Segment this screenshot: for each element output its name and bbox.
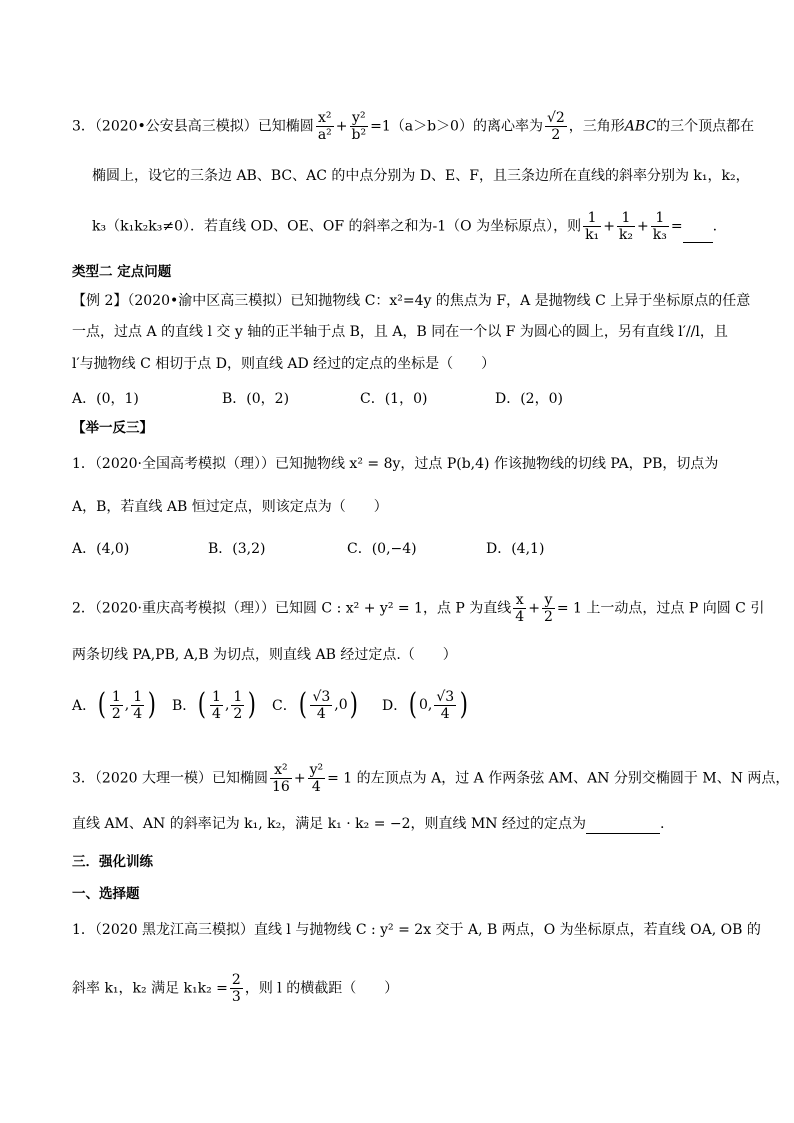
comma: , [427, 697, 433, 713]
p1-option-b: B．(3,2) [208, 541, 266, 557]
plus-sign: + [603, 218, 615, 235]
fraction-one-quarter [131, 689, 144, 722]
p2-option-c [272, 688, 359, 722]
option-label: A． [72, 698, 97, 714]
numerator: 1 [583, 210, 601, 227]
p2-text: = 1 上一动点，过点 P 向圆 C 引 [556, 600, 765, 617]
denominator: 4 [316, 705, 326, 722]
p3-line2 [72, 814, 664, 834]
numerator: 1 [111, 688, 121, 705]
p1-line2: A，B，若直线 AB 恒过定点，则该定点为（ ） [72, 499, 388, 515]
numerator: 1 [617, 210, 635, 227]
fraction-eccentricity [545, 110, 567, 143]
p2-option-d [382, 688, 470, 722]
plus-sign: + [637, 218, 649, 235]
p3-text: 直线 AM、AN 的斜率记为 k₁, k₂，满足 k₁ · k₂ = −2，则直线 MN 经过的定点为 [72, 816, 586, 832]
left-paren: ( [97, 687, 107, 722]
section3-subheading: 一、选择题 [72, 886, 140, 902]
fraction-x-4 [513, 592, 526, 625]
numerator: √2 [546, 110, 565, 126]
fraction-one-half [110, 689, 123, 722]
left-paren: ( [408, 687, 418, 722]
juyi-heading: 【举一反三】 [72, 420, 153, 436]
s1-line2 [72, 972, 398, 1005]
numerator: 1 [133, 688, 143, 705]
ex2-line2: 一点，过点 A 的直线 l 交 y 轴的正半轴于点 B，且 A，B 同在一个以 F 为圆心的圆上，另有直线 l′//l，且 [72, 324, 728, 340]
denominator: b² [351, 127, 367, 143]
option-d-content [382, 688, 470, 722]
fraction-x2-16 [270, 762, 292, 795]
right-paren: ) [459, 687, 469, 722]
denominator: 4 [440, 705, 450, 722]
p3-line1 [72, 762, 789, 795]
numerator: √3 [436, 688, 455, 705]
s1-text: ，则 l 的横截距（ ） [244, 980, 399, 997]
right-paren: ) [349, 687, 358, 722]
q3-line2: 椭圆上，设它的三条边 AB、BC、AC 的中点分别为 D、E、F，且三条边所在直线的斜率分别为 k₁，k₂， [92, 168, 750, 184]
option-c-content [272, 688, 359, 722]
fraction-1-k3 [651, 210, 669, 243]
plus-sign: + [335, 118, 348, 135]
ex2-option-c: C．(1，0) [360, 391, 428, 407]
fraction-1-k1 [583, 210, 601, 243]
equals-sign: = [670, 218, 683, 235]
ex2-line1: 【例 2】（2020•渝中区高三模拟）已知抛物线 C：x²=4y 的焦点为 F，A 是抛物线 C 上异于坐标原点的任意 [72, 293, 751, 309]
triangle-label: ABC [624, 118, 657, 135]
p3-text: 3．（2020 大理一模）已知椭圆 [72, 770, 268, 787]
fraction-y-2 [542, 592, 555, 625]
p2-option-a [72, 688, 158, 722]
p1-line1: 1．（2020·全国高考模拟（理））已知抛物线 x² = 8y，过点 P(b,4) 作该抛物线的切线 PA，PB，切点为 [72, 456, 719, 472]
q3-text: =1（a＞b＞0）的离心率为 [370, 118, 543, 135]
denominator: 4 [515, 609, 525, 625]
option-b-content [172, 688, 258, 722]
numerator: x² [316, 110, 334, 127]
right-paren: ) [147, 687, 157, 722]
ex2-option-d: D．(2，0) [495, 391, 563, 407]
denominator: 4 [311, 779, 321, 795]
numerator: 2 [231, 972, 241, 988]
fraction-sqrt3-4 [310, 689, 332, 722]
answer-blank [683, 242, 713, 243]
denominator: 2 [551, 127, 561, 143]
left-paren: ( [198, 687, 207, 722]
numerator: √3 [312, 688, 331, 705]
option-label: C． [272, 698, 297, 714]
s1-line1: 1．（2020 黑龙江高三模拟）直线 l 与抛物线 C : y² = 2x 交于 A, B 两点，O 为坐标原点，若直线 OA, OB 的 [72, 922, 761, 938]
q3-line3: k₃（k₁k₂k₃≠0）．若直线 OD、OE、OF 的斜率之和为-1（O 为坐标原点），则 $\frac{1}{\text{k₁}}$ + $\frac{1}{\text{k₂}}$ + $\frac{1}{\text{k₃}}$ = . [92, 210, 718, 243]
q3-source: （2020•公安县高三模拟） [94, 118, 258, 135]
fraction-x2-a2 [316, 110, 334, 143]
numerator: 1 [651, 210, 669, 227]
denominator: k₁ [585, 227, 600, 243]
plus-sign: + [528, 600, 540, 617]
ex2-line3: l′与抛物线 C 相切于点 D，则直线 AD 经过的定点的坐标是（ ） [72, 356, 496, 372]
q3-text: ，三角形 [568, 118, 625, 135]
denominator: 2 [543, 609, 553, 625]
option-a-content [72, 688, 158, 722]
numerator: y² [350, 110, 369, 127]
p3-text: = 1 的左顶点为 A，过 A 作两条弦 AM、AN 分别交椭圆于 M、N 两点， [327, 770, 790, 787]
plus-sign: + [293, 770, 306, 787]
denominator: a² [317, 127, 332, 143]
p1-option-c: C．(0,−4) [347, 541, 417, 557]
denominator: 16 [272, 779, 290, 795]
period: . [660, 816, 665, 832]
right-paren: ) [248, 687, 257, 722]
denominator: 4 [212, 705, 221, 722]
denominator: 2 [111, 705, 121, 722]
fraction-1-k2 [617, 210, 635, 243]
fraction-one-half [231, 689, 244, 722]
comma: , [224, 697, 230, 713]
p1-option-d: D．(4,1) [486, 541, 545, 557]
numerator: x [513, 592, 526, 609]
q3-text: 的三个顶点都在 [656, 118, 755, 135]
q3-text: 已知椭圆 [257, 118, 314, 135]
q3-line1 [72, 110, 754, 143]
numerator: y [542, 592, 555, 609]
numerator: x² [270, 762, 292, 779]
q3-text: k₃（k₁k₂k₃≠0）．若直线 OD、OE、OF 的斜率之和为-1（O 为坐标原点），则 [92, 218, 582, 235]
denominator: k₂ [618, 227, 634, 243]
comma: , [334, 697, 339, 713]
denominator: k₃ [652, 227, 667, 243]
numerator: y² [309, 762, 324, 778]
answer-blank [586, 833, 660, 834]
option-label: B． [172, 698, 197, 714]
denominator: 3 [231, 989, 241, 1005]
s1-text: 斜率 k₁，k₂ 满足 k₁k₂ = [72, 980, 228, 997]
fraction-y2-4 [308, 762, 326, 795]
p2-line2: 两条切线 PA,PB, A,B 为切点，则直线 AB 经过定点.（ ） [72, 647, 457, 663]
denominator: 4 [133, 705, 143, 722]
type2-heading: 类型二 定点问题 [72, 264, 172, 280]
q3-number: 3． [72, 118, 95, 135]
option-label: D． [382, 698, 408, 714]
p2-line1 [72, 592, 764, 625]
comma: , [124, 697, 130, 713]
denominator: 2 [233, 705, 243, 722]
zero: 0 [418, 697, 428, 713]
section3-heading: 三．强化训练 [72, 854, 153, 870]
fraction-sqrt3-4 [434, 689, 456, 722]
fraction-y2-b2 [350, 110, 369, 143]
ex2-option-b: B．(0，2) [222, 391, 290, 407]
numerator: 1 [212, 688, 221, 705]
fraction-one-quarter [210, 689, 223, 722]
left-paren: ( [298, 687, 307, 722]
p2-option-b [172, 688, 258, 722]
fraction-2-3 [230, 972, 243, 1005]
numerator: 1 [233, 688, 243, 705]
p1-option-a: A．(4,0) [72, 541, 130, 557]
ex2-option-a: A．(0，1) [72, 391, 139, 407]
p2-text: 2．（2020·重庆高考模拟（理））已知圆 C : x² + y² = 1，点 P 为直线 [72, 600, 512, 617]
zero: 0 [338, 697, 348, 713]
